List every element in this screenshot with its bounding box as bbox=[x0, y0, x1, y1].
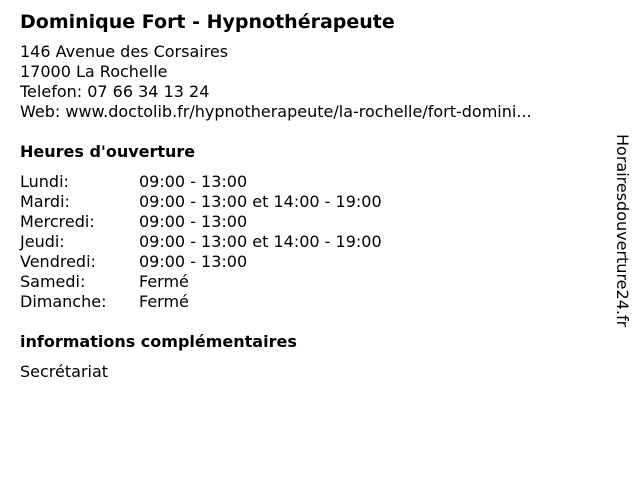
hours-row-saturday bbox=[20, 272, 600, 292]
hours-day: Lundi: bbox=[20, 172, 69, 191]
hours-time: 09:00 - 13:00 et 14:00 - 19:00 bbox=[139, 192, 382, 211]
hours-time: 09:00 - 13:00 bbox=[139, 252, 248, 271]
hours-row-wednesday bbox=[20, 212, 600, 232]
business-title: Dominique Fort - Hypnothérapeute bbox=[20, 11, 395, 33]
hours-row-sunday bbox=[20, 292, 600, 312]
hours-time: Fermé bbox=[139, 272, 189, 291]
site-watermark: Horairesdouverture24.fr bbox=[613, 134, 632, 328]
additional-info-heading: informations complémentaires bbox=[20, 332, 297, 351]
address-line-city: 17000 La Rochelle bbox=[20, 62, 168, 81]
opening-hours-table bbox=[20, 172, 600, 312]
hours-day: Dimanche: bbox=[20, 292, 107, 311]
phone-number: Telefon: 07 66 34 13 24 bbox=[20, 82, 210, 101]
website-link[interactable]: Web: www.doctolib.fr/hypnotherapeute/la-rochelle/fort-domini... bbox=[20, 102, 532, 121]
hours-day: Mardi: bbox=[20, 192, 70, 211]
hours-row-thursday bbox=[20, 232, 600, 252]
business-card bbox=[20, 10, 600, 382]
hours-time: 09:00 - 13:00 bbox=[139, 172, 248, 191]
hours-day: Samedi: bbox=[20, 272, 86, 291]
hours-row-monday bbox=[20, 172, 600, 192]
hours-row-friday bbox=[20, 252, 600, 272]
hours-day: Vendredi: bbox=[20, 252, 96, 271]
additional-info-text: Secrétariat bbox=[20, 362, 109, 381]
opening-hours-heading: Heures d'ouverture bbox=[20, 142, 196, 161]
hours-day: Jeudi: bbox=[20, 232, 65, 251]
hours-day: Mercredi: bbox=[20, 212, 95, 231]
hours-time: Fermé bbox=[139, 292, 189, 311]
hours-time: 09:00 - 13:00 et 14:00 - 19:00 bbox=[139, 232, 382, 251]
address-line-street: 146 Avenue des Corsaires bbox=[20, 42, 229, 61]
hours-time: 09:00 - 13:00 bbox=[139, 212, 248, 231]
hours-row-tuesday bbox=[20, 192, 600, 212]
